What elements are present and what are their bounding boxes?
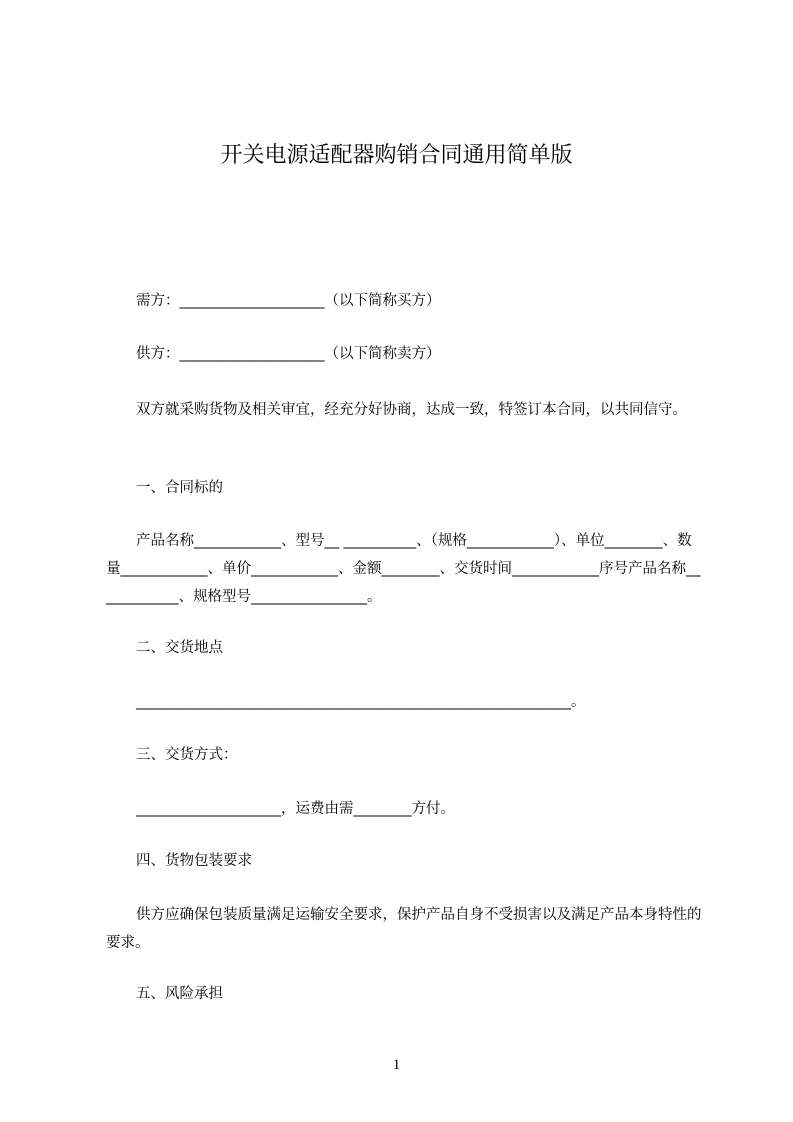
section-3-heading: 三、交货方式： xyxy=(136,747,238,763)
section-5-heading: 五、风险承担 xyxy=(136,986,223,1002)
section-2-body: ____________________________________________________________。 xyxy=(136,694,586,710)
section-3-body: ____________________，运费由需________方付。 xyxy=(136,801,455,817)
section-4-heading: 四、货物包装要求 xyxy=(136,853,252,869)
seller-line: 供方：____________________（以下简称卖方） xyxy=(136,346,441,362)
section-4-body: 供方应确保包装质量满足运输安全要求，保护产品自身不受损害以及满足产品本身特性的要求。 xyxy=(106,907,702,951)
document-title: 开关电源适配器购销合同通用简单版 xyxy=(220,143,573,168)
buyer-line: 需方：____________________（以下简称买方） xyxy=(136,293,441,309)
page-number: 1 xyxy=(392,1057,401,1073)
section-1-body: 产品名称____________、型号__ __________、（规格____________）、单位________、数量____________、单价____________、金额________、交货时间____________序号产品名称____________、规格型号________________。 xyxy=(106,533,701,605)
section-2-heading: 二、交货地点 xyxy=(136,640,223,656)
intro-paragraph: 双方就采购货物及相关审宜，经充分好协商，达成一致，特签订本合同，以共同信守。 xyxy=(136,402,687,418)
section-1-heading: 一、合同标的 xyxy=(136,480,223,496)
